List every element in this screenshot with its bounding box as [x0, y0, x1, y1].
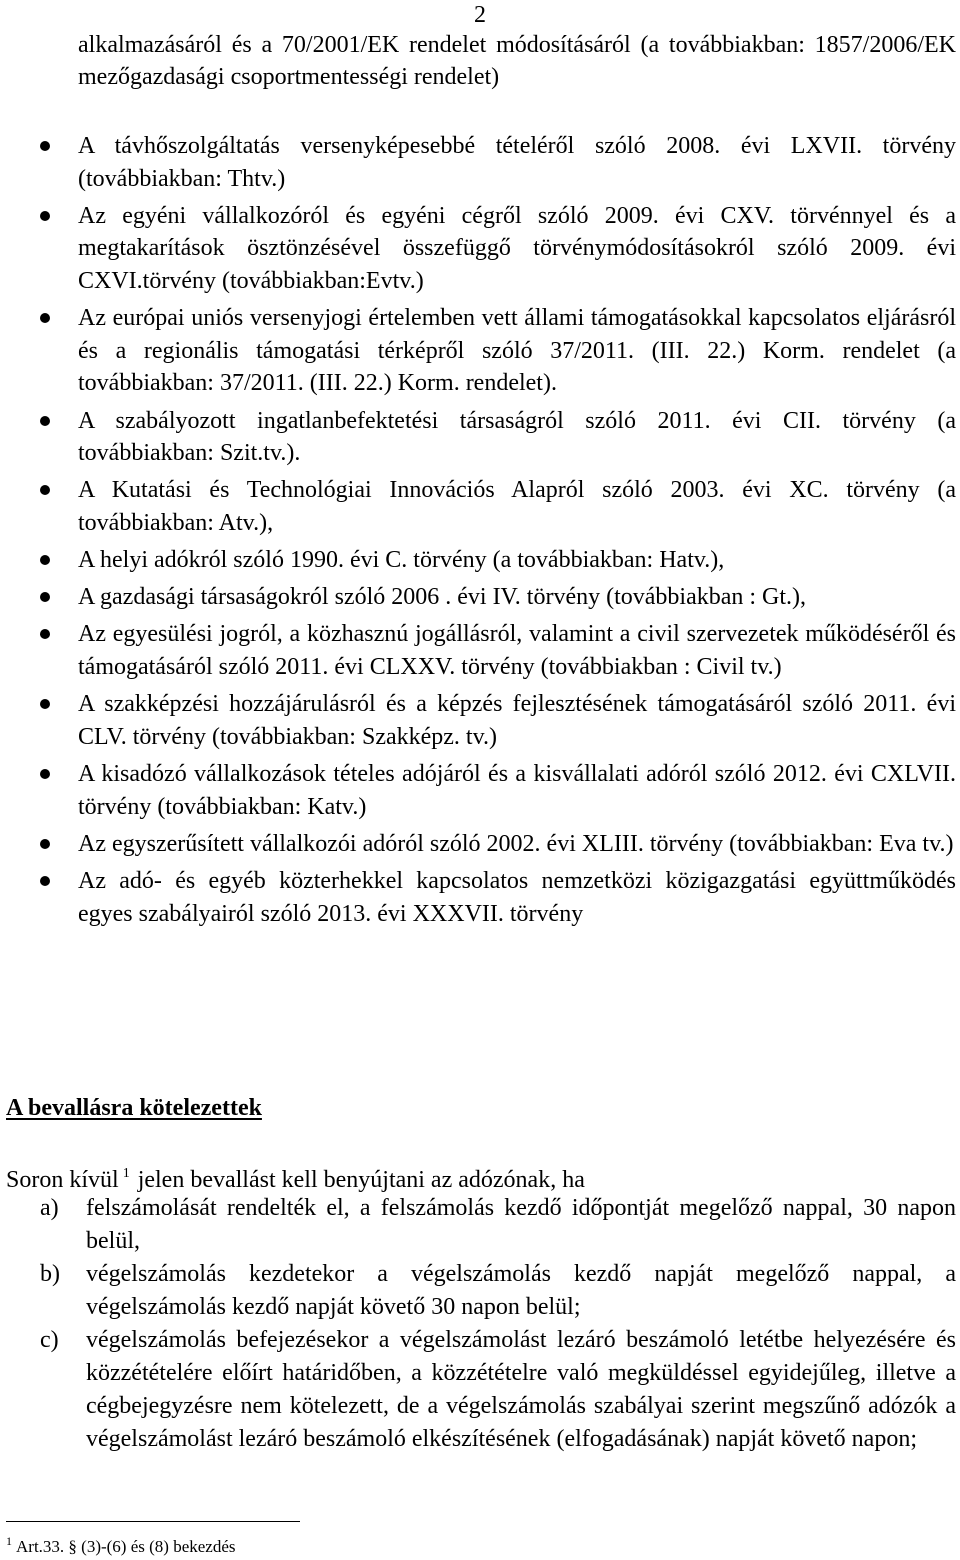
footnote-separator — [6, 1521, 300, 1522]
bullet-icon — [40, 592, 50, 602]
section-heading: A bevallásra kötelezettek — [6, 1095, 262, 1121]
footnote-number: 1 — [6, 1534, 12, 1548]
bullet-icon — [40, 141, 50, 151]
bullet-icon — [40, 629, 50, 639]
list-item — [0, 302, 956, 400]
intro-paragraph — [6, 1158, 585, 1196]
list-item — [0, 474, 956, 539]
list-item — [0, 758, 956, 823]
list-item-text: Az egyszerűsített vállalkozói adóról szóló 2002. évi XLIII. törvény (továbbiakban: Eva tv.) — [78, 830, 954, 857]
continuation-paragraph: alkalmazásáról és a 70/2001/EK rendelet módosításáról (a továbbiakban: 1857/2006/EK mezőgazdasági csoportmentességi rendelet) — [78, 32, 956, 90]
list-item — [0, 1258, 956, 1324]
list-item-text: Az egyesülési jogról, a közhasznú jogállásról, valamint a civil szervezetek működéséről és támogatásáról szóló 2011. évi CLXXV. törvény (továbbiakban : Civil tv.) — [78, 621, 956, 681]
list-item — [0, 618, 956, 683]
bullet-icon — [40, 211, 50, 221]
bullet-icon — [40, 485, 50, 495]
list-item-text: A helyi adókról szóló 1990. évi C. törvény (a továbbiakban: Hatv.), — [78, 547, 725, 574]
list-item — [0, 1324, 956, 1456]
intro-text-before: Soron kívül — [6, 1167, 119, 1193]
list-item-letter: b) — [40, 1261, 60, 1287]
list-item-text: végelszámolás befejezésekor a végelszámolást lezáró beszámoló letétbe helyezésére és közzétételére előírt határidőben, a közzétételre való megküldéssel egyidejűleg, illetve a cégbejegyzésre nem kötelezett, de a végelszámolás szabályai szerint megszűnő adózók a végelszámolást lezáró beszámoló elkészítésének (elfogadásának) napját követő napon; — [86, 1327, 956, 1452]
bullet-icon — [40, 839, 50, 849]
list-item-text: Az adó- és egyéb közterhekkel kapcsolatos nemzetközi közigazgatási együttműködés egyes szabályairól szóló 2013. évi XXXVII. törvény — [78, 868, 956, 927]
bullet-icon — [40, 416, 50, 426]
law-reference-list — [0, 130, 960, 935]
bullet-icon — [40, 699, 50, 709]
list-item — [0, 200, 956, 298]
list-item-text: Az egyéni vállalkozóról és egyéni cégről szóló 2009. évi CXV. törvénnyel és a megtakarítások ösztönzésével összefüggő törvénymódosításokról szóló 2009. évi CXVI.törvény (továbbiakban:Evtv.) — [78, 202, 956, 294]
footnote-reference[interactable]: 1 — [122, 1166, 130, 1181]
list-item — [0, 130, 956, 195]
bullet-icon — [40, 313, 50, 323]
list-item — [0, 581, 956, 614]
list-item-text: Az európai uniós versenyjogi értelemben vett állami támogatásokkal kapcsolatos eljárásról és a regionális támogatási térképről szóló 37/2011. (III. 22.) Korm. rendelet (a továbbiakban: 37/2011. (III. 22.) Korm. rendelet). — [78, 305, 956, 397]
list-item-letter: a) — [40, 1195, 59, 1221]
bullet-icon — [40, 769, 50, 779]
condition-list — [0, 1192, 960, 1456]
bullet-icon — [40, 876, 50, 886]
footnote — [6, 1528, 236, 1560]
list-item — [0, 1192, 956, 1258]
list-item — [0, 865, 956, 930]
intro-text-after: jelen bevallást kell benyújtani az adózónak, ha — [137, 1167, 585, 1193]
list-item — [0, 688, 956, 753]
list-item — [0, 828, 956, 861]
list-item — [0, 405, 956, 470]
list-item-text: A kisadózó vállalkozások tételes adójáról és a kisvállalati adóról szóló 2012. évi CXLVII. törvény (továbbiakban: Katv.) — [78, 761, 956, 820]
list-item-text: A szakképzési hozzájárulásról és a képzés fejlesztésének támogatásáról szóló 2011. évi CLV. törvény (továbbiakban: Szakképz. tv.) — [78, 691, 956, 750]
list-item-letter: c) — [40, 1327, 59, 1353]
list-item-text: felszámolását rendelték el, a felszámolás kezdő időpontját megelőző nappal, 30 napon belül, — [86, 1195, 956, 1254]
page-number: 2 — [474, 2, 486, 28]
list-item-text: A Kutatási és Technológiai Innovációs Alapról szóló 2003. évi XC. törvény (a továbbiakban: Atv.), — [78, 477, 956, 536]
footnote-text: Art.33. § (3)-(6) és (8) bekezdés — [16, 1537, 236, 1556]
list-item-text: A szabályozott ingatlanbefektetési társaságról szóló 2011. évi CII. törvény (a továbbiakban: Szit.tv.). — [78, 407, 956, 467]
list-item — [0, 544, 956, 577]
list-item-text: A gazdasági társaságokról szóló 2006 . évi IV. törvény (továbbiakban : Gt.), — [78, 584, 807, 611]
bullet-icon — [40, 555, 50, 565]
list-item-text: végelszámolás kezdetekor a végelszámolás kezdő napját megelőző nappal, a végelszámolás kezdő napját követő 30 napon belül; — [86, 1261, 956, 1320]
list-item-text: A távhőszolgáltatás versenyképesebbé tételéről szóló 2008. évi LXVII. törvény (továbbiakban: Thtv.) — [78, 133, 956, 192]
